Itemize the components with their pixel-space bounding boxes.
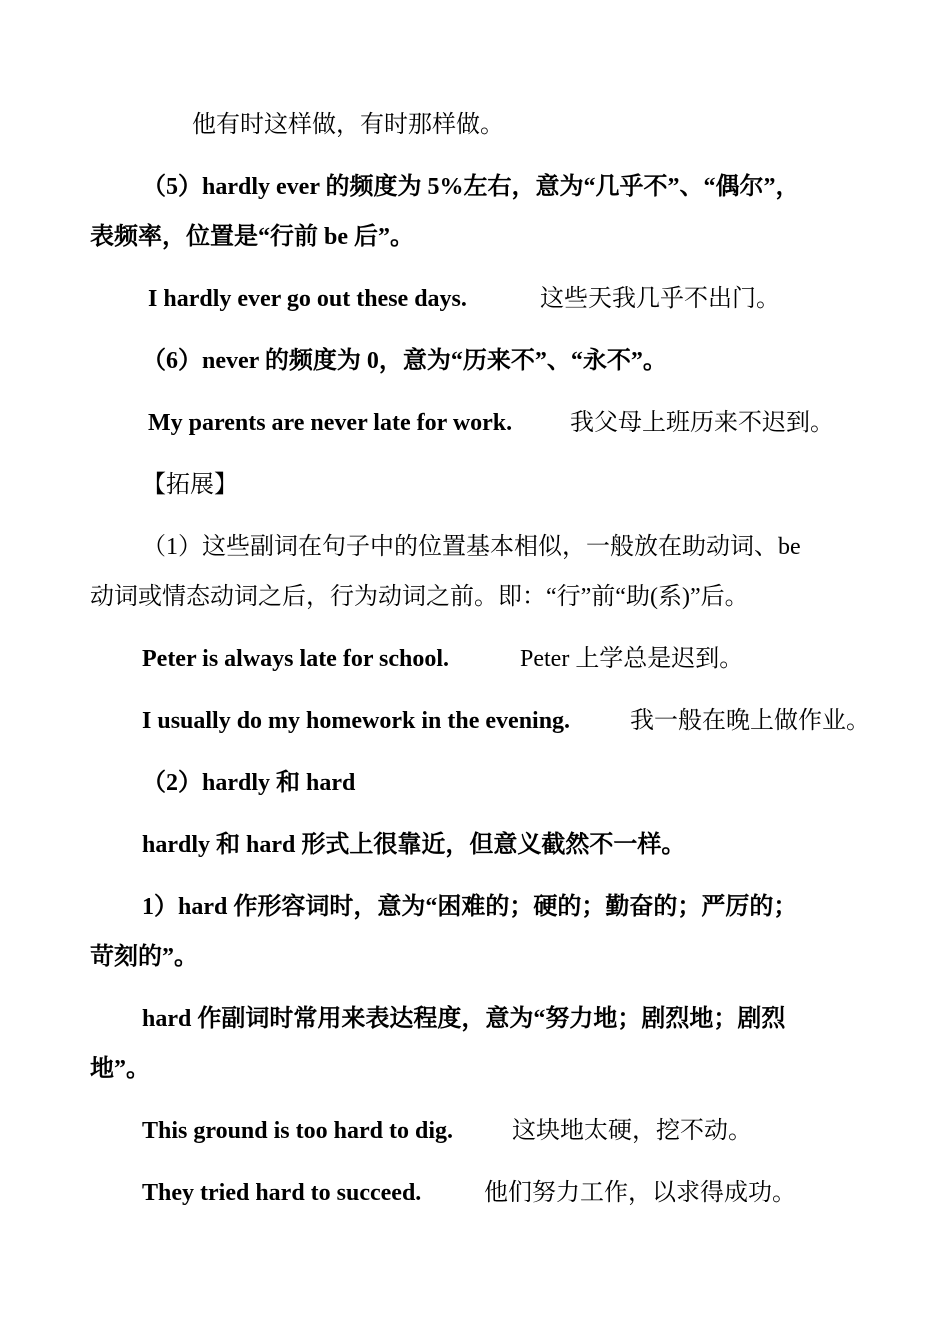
text-line: 他有时这样做，有时那样做。 <box>192 112 504 138</box>
text-line: 表频率，位置是“行前 be 后”。 <box>90 224 414 250</box>
example-translation: 他们努力工作，以求得成功。 <box>484 1180 796 1206</box>
text-line: 地”。 <box>90 1056 150 1082</box>
text-line: （5）hardly ever 的频度为 5%左右，意为“几乎不”、“偶尔”， <box>142 174 800 200</box>
example-translation: 这块地太硬，挖不动。 <box>512 1118 752 1144</box>
example-sentence: Peter is always late for school. <box>142 646 450 672</box>
text-line: hardly 和 hard 形式上很靠近，但意义截然不一样。 <box>142 832 686 858</box>
example-translation: Peter 上学总是迟到。 <box>520 646 744 672</box>
example-sentence: My parents are never late for work. <box>148 410 513 436</box>
example-sentence: I usually do my homework in the evening. <box>142 708 571 734</box>
text-line: 1）hard 作形容词时，意为“困难的；硬的；勤奋的；严厉的； <box>142 894 798 920</box>
example-translation: 我父母上班历来不迟到。 <box>570 410 834 436</box>
text-line: 苛刻的”。 <box>90 944 198 970</box>
example-translation: 我一般在晚上做作业。 <box>630 708 870 734</box>
example-translation: 这些天我几乎不出门。 <box>540 286 780 312</box>
text-line: （6）never 的频度为 0，意为“历来不”、“永不”。 <box>142 348 667 374</box>
example-sentence: This ground is too hard to dig. <box>142 1118 453 1144</box>
example-sentence: They tried hard to succeed. <box>142 1180 422 1206</box>
section-heading: 【拓展】 <box>142 472 238 498</box>
text-line: （1）这些副词在句子中的位置基本相似，一般放在助动词、be <box>142 534 801 560</box>
example-sentence: I hardly ever go out these days. <box>148 286 467 312</box>
text-line: 动词或情态动词之后，行为动词之前。即：“行”前“助(系)”后。 <box>90 584 749 610</box>
text-line: （2）hardly 和 hard <box>142 770 356 796</box>
text-line: hard 作副词时常用来表达程度，意为“努力地；剧烈地；剧烈 <box>142 1006 786 1032</box>
